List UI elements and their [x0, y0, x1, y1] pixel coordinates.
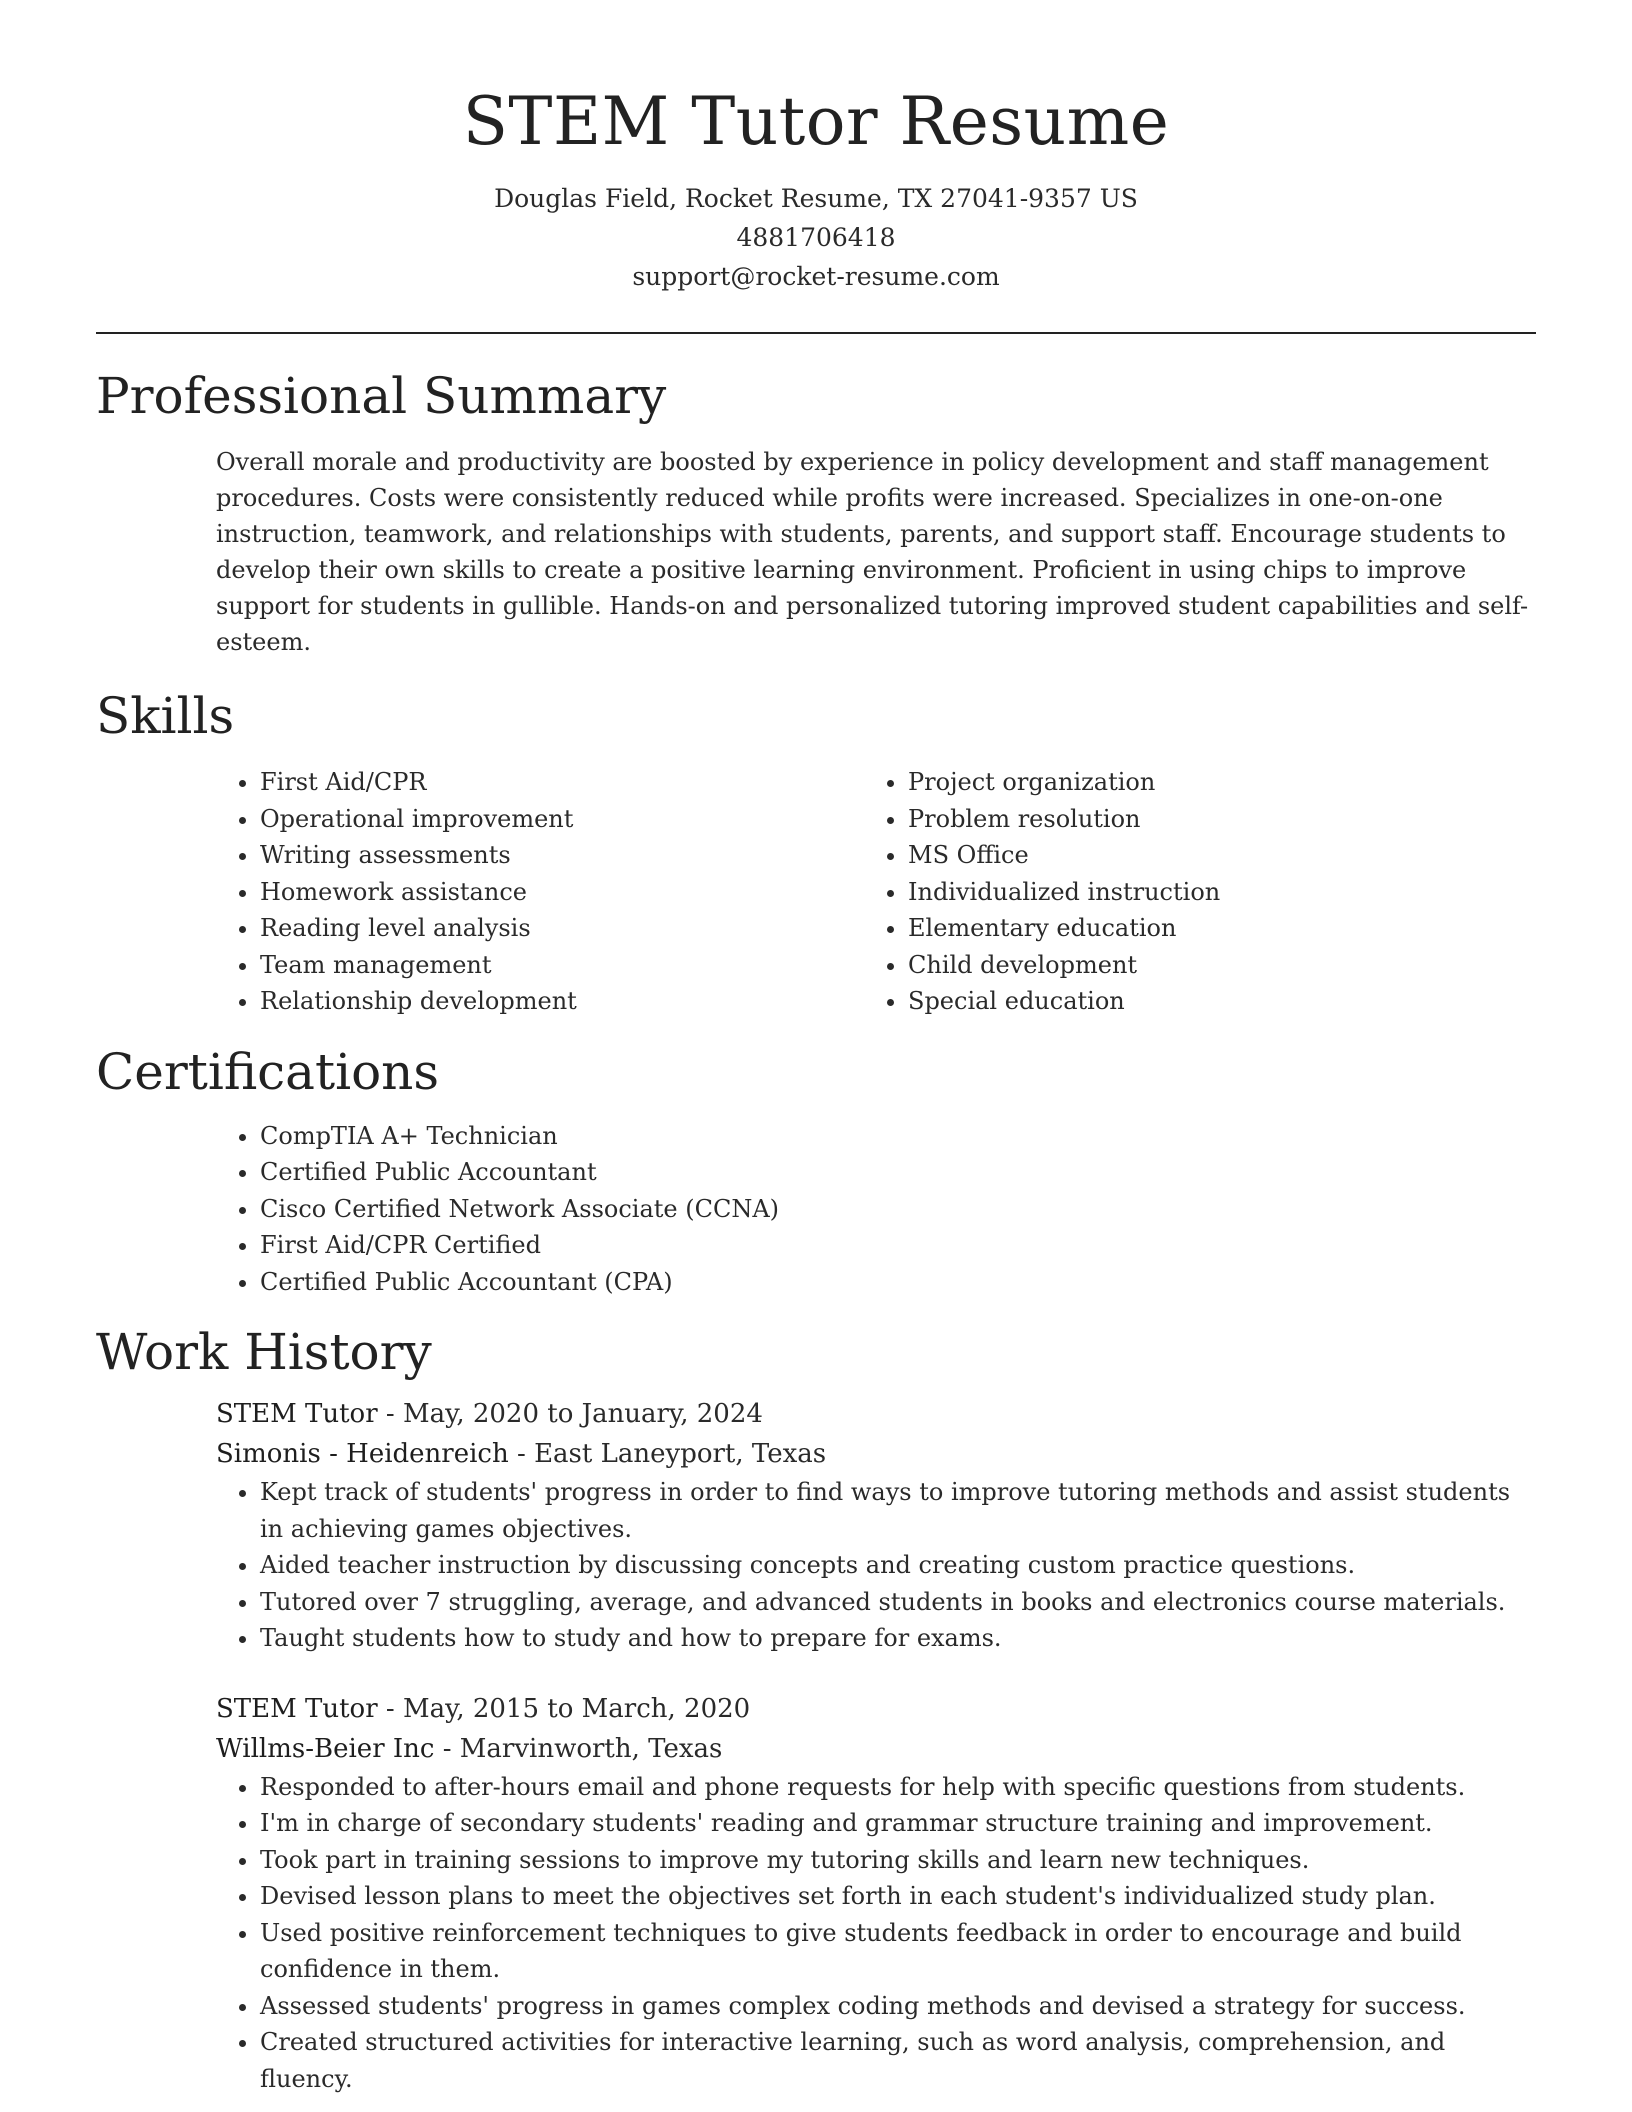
certification-item: • CompTIA A+ Technician [260, 1118, 1536, 1155]
job-company: Willms-Beier Inc [216, 1733, 435, 1764]
job-bullet: • Tutored over 7 struggling, average, and advanced students in books and electronics course materials. [260, 1584, 1536, 1621]
header-divider [96, 332, 1536, 334]
skill-item: • Special education [908, 983, 1556, 1020]
resume-title: STEM Tutor Resume [462, 83, 1170, 160]
job-title-line [96, 1394, 1536, 1434]
contact-email: support@rocket-resume.com [632, 262, 1000, 292]
contact-phone: 4881706418 [736, 223, 896, 253]
job-bullet: • Took part in training sessions to improve my tutoring skills and learn new techniques. [260, 1842, 1536, 1879]
certification-item: • Certified Public Accountant [260, 1154, 1536, 1191]
job-company-line [96, 1729, 1536, 1769]
skill-item: • Project organization [908, 764, 1556, 801]
job-title-line [96, 1689, 1536, 1729]
certifications-heading: Certifications [96, 1042, 440, 1101]
job-bullet: • Aided teacher instruction by discussing concepts and creating custom practice questions. [260, 1547, 1536, 1584]
job-bullet: • Used positive reinforcement techniques to give students feedback in order to encourage and build confidence in them. [260, 1915, 1536, 1988]
job-location: - East Laneyport, Texas [508, 1439, 827, 1470]
skill-item: • Relationship development [260, 983, 908, 1020]
skill-item: • First Aid/CPR [260, 764, 908, 801]
job-dates: - May, 2020 to January, 2024 [377, 1399, 763, 1430]
skill-item: • Team management [260, 947, 908, 984]
resume-page [96, 0, 1536, 2097]
job-bullet: • I'm in charge of secondary students' reading and grammar structure training and improvement. [260, 1805, 1536, 1842]
summary-heading: Professional Summary [96, 367, 667, 426]
skill-item: • Writing assessments [260, 837, 908, 874]
resume-header [96, 0, 1536, 296]
skill-item: • Operational improvement [260, 801, 908, 838]
skills-list-right [908, 764, 1556, 1020]
certifications-list [96, 1118, 1536, 1301]
skills-columns [96, 764, 1536, 1020]
job-entry [96, 1689, 1536, 2098]
job-bullet: • Responded to after-hours email and phone requests for help with specific questions from students. [260, 1769, 1536, 1806]
certification-item: • Certified Public Accountant (CPA) [260, 1264, 1536, 1301]
certification-item: • Cisco Certified Network Associate (CCNA) [260, 1191, 1536, 1228]
certification-item: • First Aid/CPR Certified [260, 1227, 1536, 1264]
job-bullet: • Devised lesson plans to meet the objectives set forth in each student's individualized study plan. [260, 1878, 1536, 1915]
job-title: STEM Tutor [216, 1399, 378, 1430]
job-dates: - May, 2015 to March, 2020 [377, 1693, 751, 1724]
job-company: Simonis - Heidenreich [216, 1439, 509, 1470]
job-company-line [96, 1434, 1536, 1474]
skill-item: • Individualized instruction [908, 874, 1556, 911]
skills-heading: Skills [96, 687, 235, 746]
skill-item: • Child development [908, 947, 1556, 984]
work-history-heading: Work History [96, 1323, 432, 1382]
job-bullet: • Created structured activities for interactive learning, such as word analysis, comprehension, and fluency. [260, 2024, 1536, 2097]
skill-item: • MS Office [908, 837, 1556, 874]
contact-block [96, 179, 1536, 296]
work-history-section [96, 1322, 1536, 2097]
skill-item: • Problem resolution [908, 801, 1556, 838]
skill-item: • Reading level analysis [260, 910, 908, 947]
job-bullet: • Assessed students' progress in games complex coding methods and devised a strategy for success. [260, 1988, 1536, 2025]
skills-section [96, 686, 1536, 1020]
job-bullet: • Kept track of students' progress in order to find ways to improve tutoring methods and assist students in achieving games objectives. [260, 1474, 1536, 1547]
job-entry [96, 1394, 1536, 1657]
job-location: - Marvinworth, Texas [434, 1733, 723, 1764]
certifications-section [96, 1042, 1536, 1301]
job-bullets [96, 1474, 1536, 1657]
job-bullets [96, 1769, 1536, 2098]
summary-text: Overall morale and productivity are boosted by experience in policy development and staff management procedures. Costs were consistently reduced while profits were increased. Specializes in one-on-one instruction, teamwork, and relationships with students, parents, and support staff. Encourage students to develop their own skills to create a positive learning environment. Proficient in using chips to improve support for students in gullible. Hands-on and personalized tutoring improved student capabilities and self-esteem. [216, 448, 1529, 657]
job-title: STEM Tutor [216, 1693, 378, 1724]
contact-address: Douglas Field, Rocket Resume, TX 27041-9357 US [494, 184, 1138, 214]
summary-section [96, 366, 1536, 660]
skill-item: • Homework assistance [260, 874, 908, 911]
skills-list-left [96, 764, 908, 1020]
skill-item: • Elementary education [908, 910, 1556, 947]
job-bullet: • Taught students how to study and how to prepare for exams. [260, 1620, 1536, 1657]
